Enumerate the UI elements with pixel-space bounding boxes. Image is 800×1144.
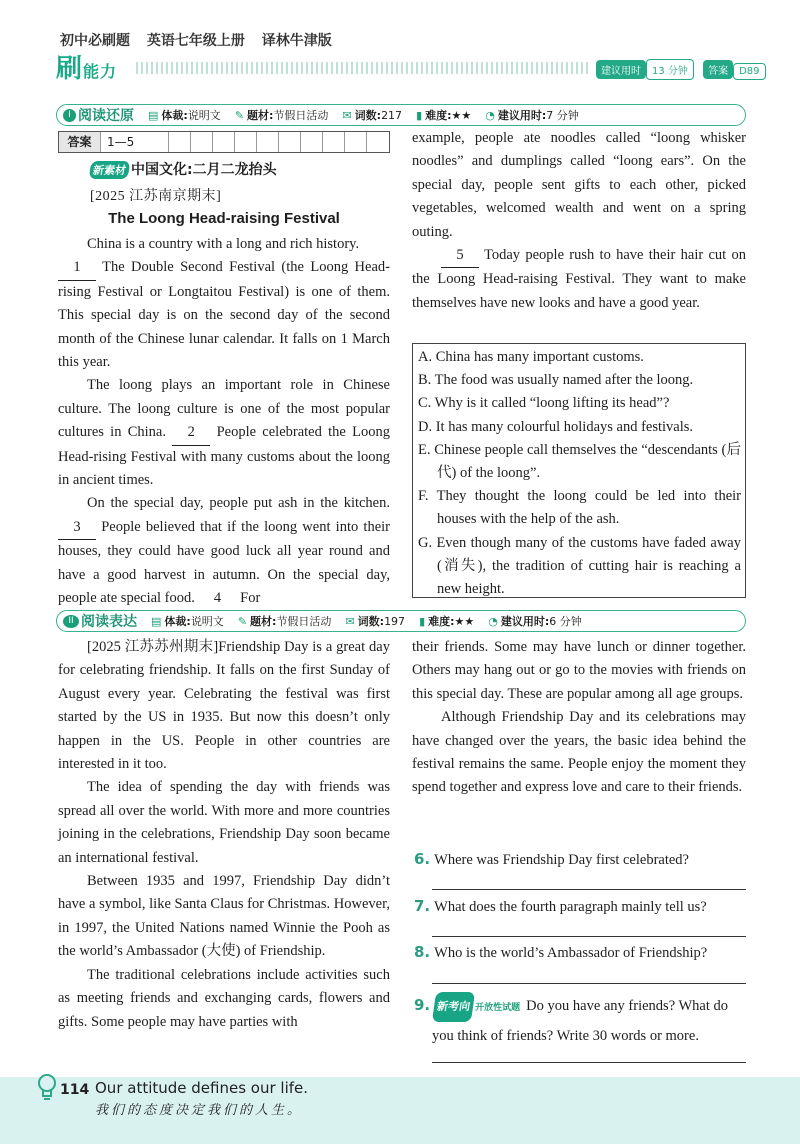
paragraph: 1 The Double Second Festival (the Loong Head-rising Festival or Longtaitou Festival) is one of them. This special day is on the second day of the second month of the Chinese lunar calendar. It falls on 1 March this year. (58, 256, 390, 374)
passage2-right (412, 636, 746, 800)
book-icon: ▤ (148, 109, 159, 122)
motto-chinese: 我们的态度决定我们的人生。 (95, 1103, 304, 1118)
book-icon: ▤ (151, 615, 162, 628)
paragraph: The traditional celebrations include activities such as meeting friends and exchanging cards, flowers and gifts. Some people may have parties with (58, 966, 390, 1030)
passage1-title: The Loong Head-raising Festival (108, 210, 340, 227)
passage2-left (58, 636, 390, 1034)
word-count-icon: ✉ (342, 109, 352, 122)
brand-title: 刷能力 (56, 54, 118, 84)
answer-line-7[interactable] (432, 936, 746, 937)
blank-3[interactable]: 3 (58, 516, 96, 540)
paragraph: Although Friendship Day and its celebrations may have changed over the years, the basic idea behind the festival remains the same. People enjoy the moment they spend together and express love and care to their friends. (412, 709, 746, 796)
section2-num: II (63, 615, 79, 628)
paragraph: [2025 江苏苏州期末]Friendship Day is a great day for celebrating friendship. It falls on the first Sunday of August every year. Celebrating the festival was first started by the US in 1935. But now this doesn’t only happen in the US. People in other countries are interested in it too. (58, 639, 390, 773)
answer-line-8[interactable] (432, 983, 746, 984)
question-6: 6. Where was Friendship Day first celebrated? (414, 850, 689, 868)
edition-name: 译林牛津版 (261, 33, 332, 49)
answer-box-label: 答案 (59, 132, 101, 152)
answer-box (58, 131, 390, 153)
paragraph: The loong plays an important role in Chinese culture. The loong culture is one of the most popular cultures in China. 2 People celebrated the Loong Head-rising Festival with many customs about the loong in ancient times. (58, 377, 390, 489)
blank-2[interactable]: 2 (172, 421, 210, 445)
section1-bar: I 阅读还原 ▤ 体裁:说明文 ✎ 题材:节假日活动 ✉ 词数:217 ▮ 难度:★★ ◔ 建议用时:7 分钟 (56, 104, 746, 126)
book-info (60, 30, 344, 50)
passage1-subhead: 新素材 中国文化:二月二龙抬头 (90, 159, 277, 179)
word-count-icon: ✉ (345, 615, 355, 628)
decorative-stripes (136, 62, 588, 74)
answer-line-6[interactable] (432, 889, 746, 890)
answer-box-range: 1—5 (101, 132, 169, 152)
section1-title: 阅读还原 (78, 108, 134, 124)
option-f: F. They thought the loong could be led into their houses with the help of the ash. (418, 488, 741, 528)
option-d: D. It has many colourful holidays and festivals. (418, 418, 694, 435)
difficulty-icon: ▮ (416, 109, 423, 122)
open-question-tag: 开放性试题 (475, 1003, 521, 1013)
time-and-answer (596, 59, 766, 80)
passage1-right (412, 127, 746, 315)
series-name: 初中必刷题 (60, 33, 130, 49)
question-7: 7. What does the fourth paragraph mainly tell us? (414, 897, 707, 915)
answer-label: 答案 (703, 60, 733, 79)
tag-icon: ✎ (237, 615, 248, 628)
difficulty-icon: ▮ (419, 615, 426, 628)
lightbulb-icon (36, 1072, 58, 1102)
motto-english: Our attitude defines our life. (95, 1079, 309, 1097)
tag-icon: ✎ (234, 109, 245, 122)
new-material-badge: 新素材 (89, 161, 131, 179)
clock-icon: ◔ (485, 109, 495, 122)
blank-4[interactable]: 4 (199, 587, 237, 611)
paragraph: example, people ate noodles called “loong whisker noodles” and dumplings called “loong ears”. On the special day, people sent gifts to each other, picked vegetables, welcomed wealth and went on a spring outing. (412, 130, 746, 240)
blank-1[interactable]: 1 (58, 256, 96, 280)
blank-5[interactable]: 5 (441, 244, 479, 268)
paragraph: On the special day, people put ash in the kitchen. 3 People believed that if the loong went into their houses, they could have good luck all year round and have a good harvest in autumn. On the special day, people ate special food. 4 For (58, 492, 390, 611)
option-e: E. Chinese people call themselves the “descendants (后代) of the loong”. (418, 441, 741, 482)
passage1-left (58, 233, 390, 612)
option-c: C. Why is it called “loong lifting its head”? (418, 395, 670, 412)
option-g: G. Even though many of the customs have faded away (消失), the tradition of cutting hair is reaching a new height. (418, 534, 741, 598)
paragraph: Between 1935 and 1997, Friendship Day didn’t have a symbol, like Santa Claus for Christmas. However, in 1997, the United Nations named Winnie the Pooh as the world’s Ambassador (大使) of Friendship. (58, 873, 390, 960)
book-name: 英语七年级上册 (146, 33, 245, 49)
paragraph: 5 Today people rush to have their hair cut on the Loong Head-raising Festival. They want to make themselves have new looks and have a good year. (412, 244, 746, 315)
section2-bar: II 阅读表达 ▤ 体裁:说明文 ✎ 题材:节假日活动 ✉ 词数:197 ▮ 难度:★★ ◔ 建议用时:6 分钟 (56, 610, 746, 632)
question-8: 8. Who is the world’s Ambassador of Friendship? (414, 943, 708, 961)
section2-title: 阅读表达 (81, 614, 137, 630)
passage2-source: [2025 江苏苏州期末] (87, 639, 219, 655)
time-value: 13 分钟 (646, 59, 694, 80)
time-label: 建议用时 (596, 60, 646, 79)
passage1-source: [2025 江苏南京期末] (90, 189, 222, 204)
section1-num: I (63, 109, 76, 122)
options-box (412, 343, 746, 598)
question-9: 9. 新考向 开放性试题 Do you have any friends? What do you think of friends? Write 30 words or more. (414, 991, 748, 1050)
new-direction-badge: 新考向 (432, 992, 475, 1022)
paragraph: The idea of spending the day with friends was spread all over the world. With more and more countries joining in the celebrations, Friendship Day soon became an international festival. (58, 779, 390, 866)
option-a: A. China has many important customs. (418, 349, 644, 365)
paragraph: their friends. Some may have lunch or dinner together. Others may hang out or go to the movies with friends on this special day. These are popular among all age groups. (412, 639, 746, 702)
clock-icon: ◔ (488, 615, 498, 628)
paragraph: China is a country with a long and rich history. (87, 236, 360, 252)
answer-line-9[interactable] (432, 1062, 746, 1063)
answer-page: D89 (733, 63, 765, 80)
page-number: 114 (60, 1082, 90, 1098)
option-b: B. The food was usually named after the loong. (418, 372, 694, 389)
